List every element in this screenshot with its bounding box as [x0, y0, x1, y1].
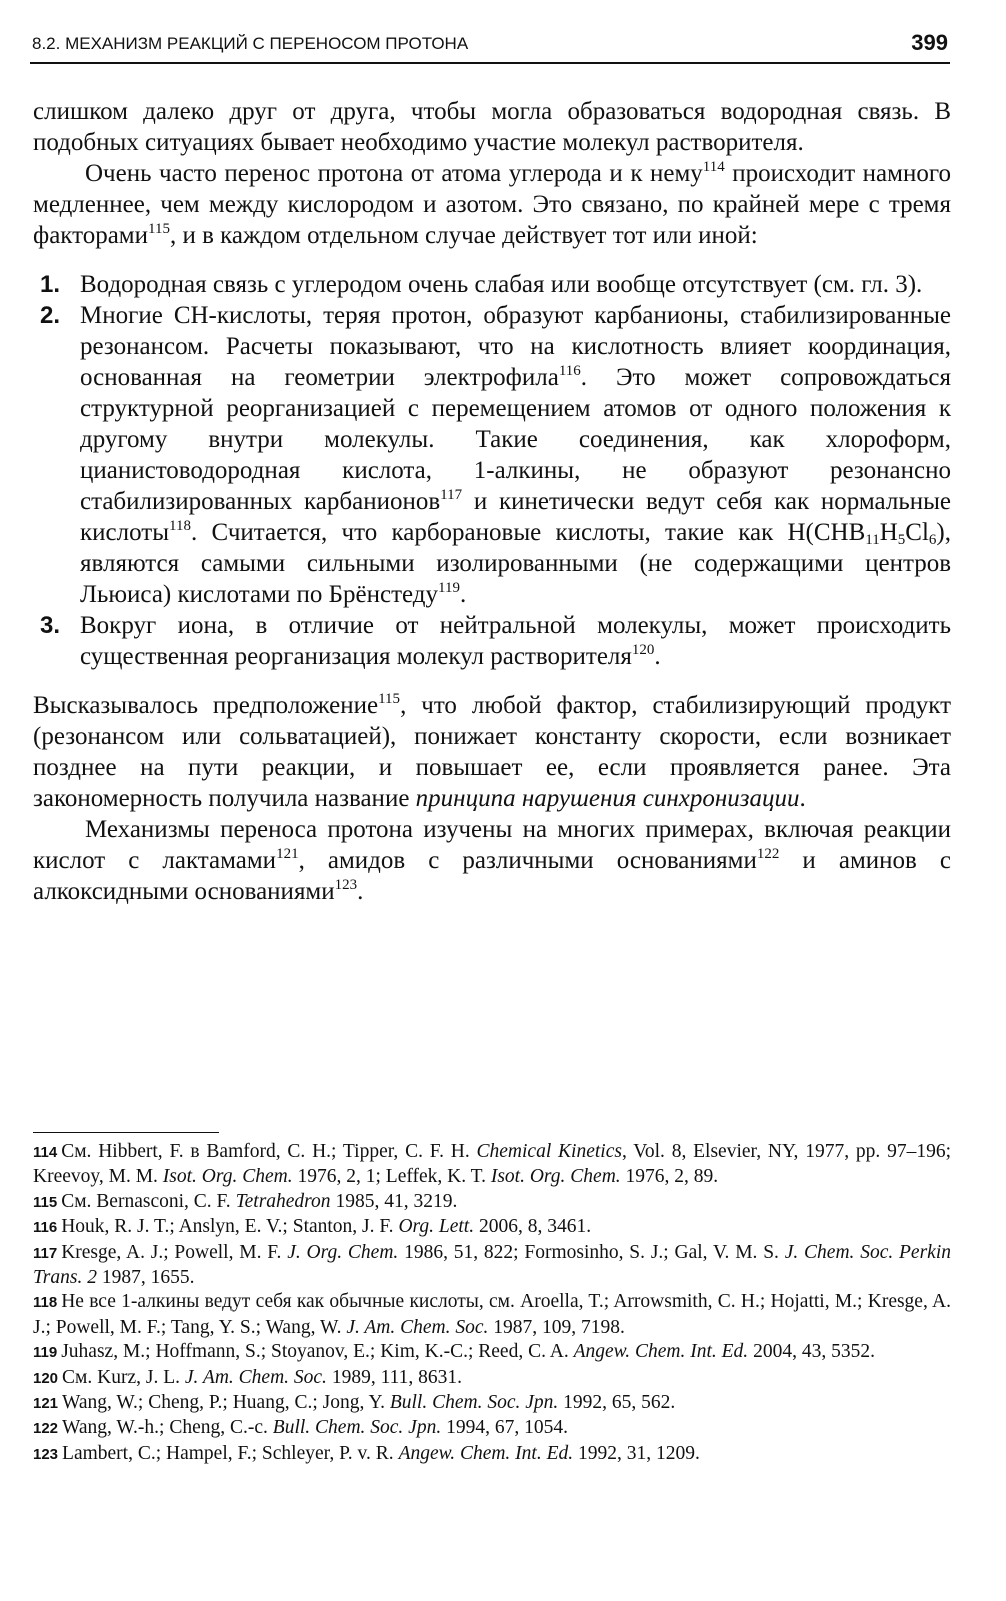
citation-ref: 120 [631, 642, 655, 658]
formula-subscript: 5 [897, 532, 906, 548]
citation-ref: 122 [756, 846, 780, 862]
footnote [33, 1340, 951, 1365]
paragraph-text: , что любой фактор, стабилизирующий продукт (резонансом или сольватацией), понижает константу скорости, если возникает позднее на пути реакции, и повышает ее, если проявляется ранее. Эта закономерность получила название [33, 692, 952, 812]
footnote-journal: Isot. Org. Chem. [490, 1166, 621, 1188]
footnote-journal: Bull. Chem. Soc. Jpn. [272, 1417, 442, 1439]
footnote-text: 1976, 2, 1; Leffek, K. T. [292, 1166, 491, 1188]
footnote-journal: Bull. Chem. Soc. Jpn. [389, 1392, 559, 1414]
citation-ref: 119 [438, 580, 460, 596]
footnote-text: Houk, R. J. T.; Anslyn, E. V.; Stanton, J. F. [61, 1216, 399, 1238]
list-number: 3. [40, 612, 61, 639]
footnote-journal: J. Am. Chem. Soc. [346, 1316, 489, 1338]
formula-subscript: 6 [928, 532, 937, 548]
list-number: 1. [40, 271, 61, 298]
list-item-text: . [654, 643, 661, 670]
running-head: 8.2. МЕХАНИЗМ РЕАКЦИЙ С ПЕРЕНОСОМ ПРОТОНА [32, 34, 469, 53]
citation-ref: 121 [276, 846, 299, 862]
citation-ref: 117 [440, 487, 463, 503]
footnote-journal: J. Chem. Soc. Perkin Trans. 2 [33, 1241, 951, 1289]
footnote-text: См. Hibbert, F. в Bamford, C. H.; Tipper, C. F. H. [61, 1141, 477, 1162]
citation-ref: 115 [148, 221, 170, 237]
footnote [33, 1416, 951, 1441]
footnote-journal: J. Org. Chem. [287, 1241, 399, 1263]
main-text [33, 96, 951, 907]
paragraph-text: Механизмы переноса протона изучены на многих примерах, включая реакции кислот с лактамами [33, 816, 951, 874]
paragraph-4 [33, 814, 951, 907]
footnote-journal: Angew. Chem. Int. Ed. [573, 1341, 749, 1363]
list-number: 2. [40, 302, 61, 329]
list-item-text: . Считается, что карборановые кислоты, такие как H(CHB [190, 519, 866, 546]
footnote-title: Chemical Kinetics [476, 1141, 622, 1162]
footnote-number: 121 [33, 1395, 59, 1413]
footnote [33, 1290, 951, 1340]
footnote-number: 123 [33, 1445, 59, 1463]
footnote-text: 1987, 109, 7198. [488, 1316, 625, 1338]
citation-ref: 116 [558, 363, 581, 379]
footnotes [33, 1140, 951, 1467]
list-item-text: . [459, 581, 467, 608]
footnote-text: 1994, 67, 1054. [441, 1417, 568, 1439]
list-item-text: Вокруг иона, в отличие от нейтральной молекулы, может происходить существенная реорганизация молекул растворителя [80, 612, 951, 670]
list-item-text: H [879, 519, 898, 546]
footnote [33, 1391, 951, 1416]
footnote-text: Wang, W.-h.; Cheng, C.-c. [62, 1417, 273, 1439]
footnote-text: 1992, 65, 562. [558, 1392, 676, 1414]
citation-ref: 118 [169, 518, 191, 534]
paragraph-text: , амидов с различными основаниями [298, 847, 757, 874]
footnote-text: 1992, 31, 1209. [573, 1442, 700, 1464]
footnote-text: 1987, 1655. [96, 1267, 195, 1289]
numbered-list [33, 269, 951, 672]
list-item [33, 269, 951, 300]
footnote-text: Wang, W.; Cheng, P.; Huang, C.; Jong, Y. [62, 1392, 390, 1414]
footnote [33, 1241, 951, 1291]
footnote-journal: Org. Lett. [398, 1216, 475, 1238]
footnote-text: Не все 1-алкины ведут себя как обычные кислоты, см. Aroella, T.; Arrowsmith, C. H.; Hojatti, M.; Kresge, A. J.; Powell, M. F.; Tang, Y. S.; Wang, W. [33, 1291, 951, 1338]
footnote-journal: Tetrahedron [235, 1190, 331, 1212]
footnote-text: Lambert, C.; Hampel, F.; Schleyer, P. v. R. [62, 1442, 399, 1464]
paragraph-text: . [799, 785, 806, 812]
footnote [33, 1442, 951, 1467]
footnote-number: 120 [33, 1369, 59, 1387]
paragraph-2 [33, 158, 951, 251]
footnote-journal: Angew. Chem. Int. Ed. [398, 1442, 574, 1464]
footnote-text: 1976, 2, 89. [620, 1166, 719, 1188]
footnote-text: См. Kurz, J. L. [62, 1366, 185, 1388]
paragraph-text: Очень часто перенос протона от атома углерода и к нему [85, 160, 703, 187]
list-item-text: Многие CH-кислоты, теряя протон, образуют карбанионы, стабилизированные резонансом. Расчеты показывают, что на кислотность влияет координация, основанная на геометрии электрофила [80, 302, 951, 391]
citation-ref: 114 [702, 159, 725, 175]
list-item-text: . Это может сопровождаться структурной реорганизацией с перемещением атомов от одного положения к другому внутри молекулы. Такие соединения, как хлороформ, цианистоводородная кислота, 1-алкины, не образуют резонансно стабилизированных карбанионов [80, 364, 951, 515]
footnote-number: 119 [33, 1344, 58, 1362]
paragraph-3 [33, 690, 951, 814]
footnote-number: 118 [33, 1294, 58, 1312]
footnote-text: Kresge, A. J.; Powell, M. F. [61, 1241, 288, 1263]
paragraph-text: Высказывалось предположение [33, 692, 379, 719]
paragraph-text: происходит намного медленнее, чем между кислородом и азотом. Это связано, по крайней мере с тремя факторами [33, 160, 951, 249]
footnote-text: Juhasz, M.; Hoffmann, S.; Stoyanov, E.; Kim, K.-C.; Reed, C. A. [61, 1341, 574, 1363]
citation-ref: 123 [334, 877, 358, 893]
paragraph-text: и аминов с алкоксидными основаниями [33, 847, 951, 905]
footnote-separator [33, 1132, 219, 1133]
list-item-text: Водородная связь с углеродом очень слабая или вообще отсутствует (см. гл. 3). [80, 271, 923, 298]
footnote-text: 1985, 41, 3219. [330, 1190, 458, 1212]
footnote-number: 114 [33, 1144, 58, 1161]
list-item-text: и кинетически ведут себя как нормальные кислоты [80, 488, 951, 546]
footnote-text: См. Bernasconi, C. F. [61, 1190, 236, 1212]
footnote-number: 117 [33, 1244, 58, 1262]
paragraph-text: , и в каждом отдельном случае действует тот или иной: [169, 222, 758, 249]
footnote-text: 1989, 111, 8631. [326, 1366, 462, 1388]
list-item-text: ), являются самыми сильными изолированными (не содержащими центров Льюиса) кислотами по Брёнстеду [80, 519, 951, 608]
list-item [33, 610, 951, 672]
footnote-text: 2004, 43, 5352. [748, 1341, 875, 1363]
footnote-text: 2006, 8, 3461. [474, 1216, 592, 1238]
footnote-number: 115 [33, 1193, 58, 1211]
paragraph-text: слишком далеко друг от друга, чтобы могла образоваться водородная связь. В подобных ситуациях бывает необходимо участие молекул растворителя. [33, 98, 951, 156]
footnote-journal: Isot. Org. Chem. [162, 1166, 293, 1188]
formula-subscript: 11 [865, 532, 880, 548]
emphasized-term: принципа нарушения синхронизации [415, 785, 800, 812]
footnote [33, 1366, 951, 1391]
paragraph-text: . [357, 878, 364, 905]
list-item [33, 300, 951, 610]
footnote-journal: J. Am. Chem. Soc. [184, 1366, 327, 1388]
citation-ref: 115 [378, 691, 401, 707]
footnote [33, 1215, 951, 1240]
footnote [33, 1140, 951, 1190]
page-number: 399 [911, 30, 948, 55]
list-item-text: Cl [905, 519, 929, 546]
footnote [33, 1190, 951, 1215]
page-header [30, 26, 950, 64]
paragraph-1 [33, 96, 951, 158]
footnote-text: 1986, 51, 822; Formosinho, S. J.; Gal, V. M. S. [398, 1241, 785, 1263]
footnote-number: 116 [33, 1219, 58, 1237]
footnote-text: , Vol. 8, Elsevier, NY, 1977, pp. 97–196; Kreevoy, M. M. [33, 1141, 952, 1188]
footnote-number: 122 [33, 1420, 59, 1438]
